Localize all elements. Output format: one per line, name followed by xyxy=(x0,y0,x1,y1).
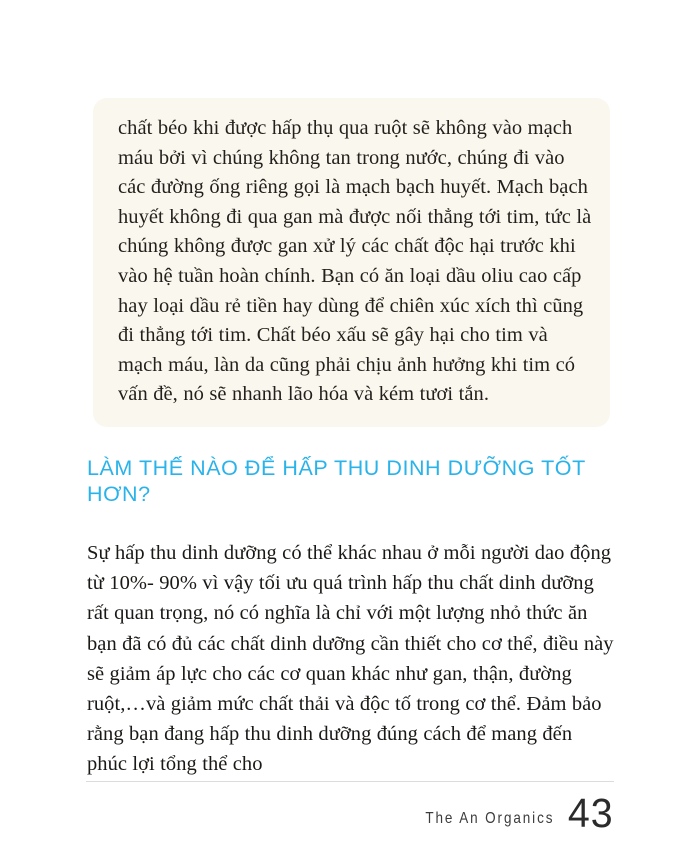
body-paragraph-block xyxy=(87,538,615,780)
callout-paragraph: chất béo khi được hấp thụ qua ruột sẽ không vào mạch máu bởi vì chúng không tan trong nước, chúng đi vào các đường ống riêng gọi là mạch bạch huyết. Mạch bạch huyết không đi qua gan mà được nối thẳng tới tim, tức là chúng không được gan xử lý các chất độc hại trước khi vào hệ tuần hoàn chính. Bạn có ăn loại dầu oliu cao cấp hay loại dầu rẻ tiền hay dùng để chiên xúc xích thì cũng đi thẳng tới tim. Chất béo xấu sẽ gây hại cho tim và mạch máu, làn da cũng phải chịu ảnh hưởng khi tim có vấn đề, nó sẽ nhanh lão hóa và kém tươi tắn. xyxy=(118,117,592,406)
highlighted-callout-box xyxy=(93,98,610,427)
section-heading: LÀM THẾ NÀO ĐỂ HẤP THU DINH DƯỠNG TỐT HƠN? xyxy=(87,456,586,506)
footer-divider xyxy=(86,781,614,782)
callout-body-text xyxy=(118,114,596,410)
brand-name: The An Organics xyxy=(425,808,555,827)
page-footer xyxy=(86,786,614,836)
body-paragraph: Sự hấp thu dinh dưỡng có thể khác nhau ở mỗi người dao động từ 10%- 90% vì vậy tối ưu quá trình hấp thu chất dinh dưỡng rất quan trọng, nó có nghĩa là chỉ với một lượng nhỏ thức ăn bạn đã có đủ các chất dinh dưỡng cần thiết cho cơ thể, điều này sẽ giảm áp lực cho các cơ quan khác như gan, thận, đường ruột,…và giảm mức chất thải và độc tố trong cơ thể. Đảm bảo rằng bạn đang hấp thu dinh dưỡng đúng cách để mang đến phúc lợi tổng thể cho xyxy=(87,542,614,776)
page-number: 43 xyxy=(568,790,614,836)
